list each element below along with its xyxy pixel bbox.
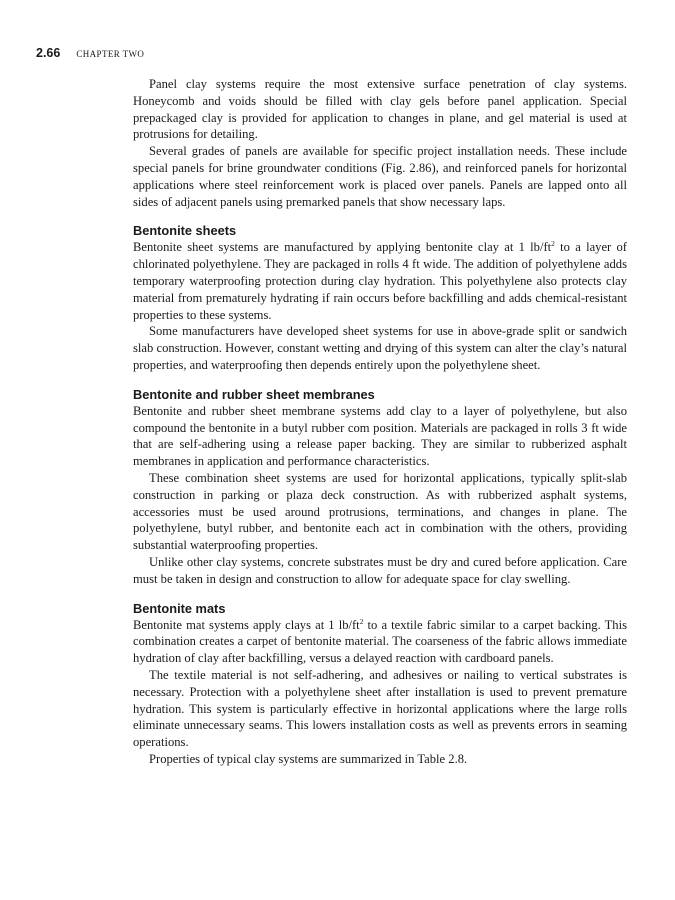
paragraph: Unlike other clay systems, concrete substrates must be dry and cured before application. Care must be taken in design and construction to allow for adequate space for clay swelling. <box>133 554 627 586</box>
section-heading: Bentonite mats <box>133 600 226 616</box>
page-number: 2.66 <box>36 46 61 60</box>
section-heading: Bentonite and rubber sheet membranes <box>133 386 375 402</box>
paragraph: These combination sheet systems are used for horizontal applications, typically split-slab construction in parking or plaza deck construction. As with rubberized asphalt systems, accessories must be used around protrusions, terminations, and changes in plane. The polyethylene, butyl rubber, and bentonite each act in combination with the others, providing substantial waterproofing properties. <box>133 470 627 553</box>
body-text <box>133 76 627 768</box>
running-header <box>36 46 144 62</box>
section-heading: Bentonite sheets <box>133 223 237 239</box>
paragraph: Several grades of panels are available for specific project installation needs. These include special panels for brine groundwater conditions (Fig. 2.86), and reinforced panels for horizontal applications where steel reinforcement work is placed over panels. Panels are lapped onto all sides of adjacent panels using premarked panels that show necessary laps. <box>133 144 627 209</box>
paragraph: Bentonite sheet systems are manufactured by applying bentonite clay at 1 $lb/ft^2$ to a layer of chlorinated polyethylene. They are packaged in rolls 4 ft wide. The addition of polyethylene adds temporary waterproofing protection during clay hydration. This polyethylene also protects clay material from prematurely hydrating if rain occurs before backfilling and adds chemical-resistant properties to these systems. <box>133 239 628 322</box>
paragraph: Panel clay systems require the most extensive surface penetration of clay systems. Honeycomb and voids should be filled with clay gels before panel application. Special prepackaged clay is provided for application to changes in plane, and gel material is used at protrusions for detailing. <box>133 77 627 142</box>
paragraph: Some manufacturers have developed sheet systems for use in above-grade split or sandwich slab construction. However, constant wetting and drying of this system can alter the clay’s natural properties, and waterproofing then depends entirely upon the polyethylene sheet. <box>133 324 627 372</box>
paragraph: The textile material is not self-adhering, and adhesives or nailing to vertical substrates is necessary. Protection with a polyethylene sheet after installation is used to prevent premature hydration. This system is particularly effective in horizontal applications where the large rolls eliminate unnecessary seams. This lowers installation costs as well as prevents errors in seaming operations. <box>133 667 627 750</box>
section-rubber-sheet-membranes <box>133 386 627 588</box>
paragraph: Bentonite mat systems apply clays at 1 $lb/ft^2$ to a textile fabric similar to a carpet backing. This combination creates a carpet of bentonite material. The coarseness of the fabric allows immediate hydration of clay after backfilling, versus a delayed reaction with cardboard panels. <box>133 616 627 666</box>
chapter-title: CHAPTER TWO <box>76 49 145 59</box>
section-bentonite-sheets <box>133 222 627 373</box>
section-bentonite-mats <box>133 600 627 768</box>
paragraph: Bentonite and rubber sheet membrane systems add clay to a layer of polyethylene, but also compound the bentonite in a butyl rubber com position. Materials are packaged in rolls 3 ft wide that are self-adhering using a release paper backing. They are similar to rubberized asphalt membranes in application and performance characteristics. <box>133 403 627 469</box>
paragraph: Properties of typical clay systems are summarized in Table 2.8. <box>149 751 468 766</box>
